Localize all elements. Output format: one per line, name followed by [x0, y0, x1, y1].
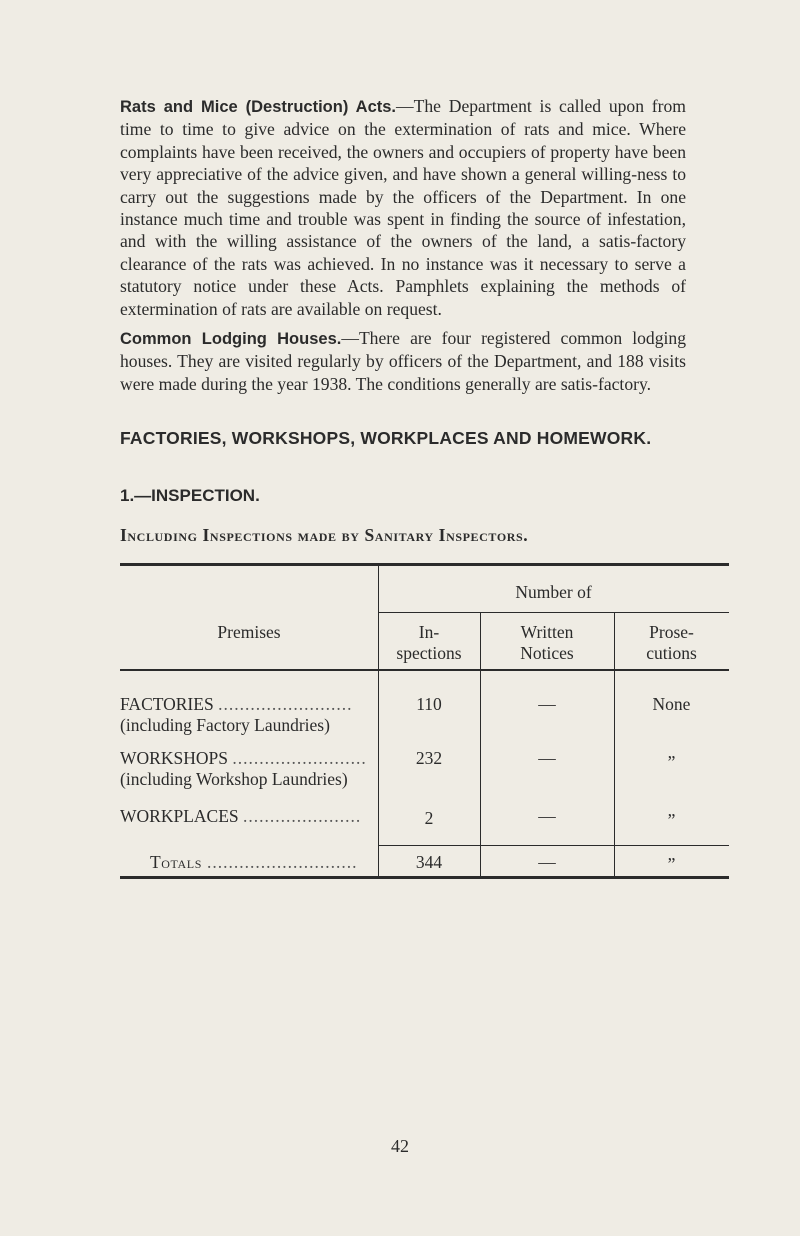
table-row-factories-label — [120, 694, 375, 736]
factories-notices: — — [538, 694, 556, 714]
dot-leader: ......................... — [232, 748, 367, 768]
workplaces-label: WORKPLACES — [120, 806, 239, 826]
subheader-rule — [378, 612, 729, 613]
totals-notices: — — [538, 852, 556, 872]
notices-header-line2: Notices — [520, 643, 574, 663]
page-number: 42 — [391, 1136, 409, 1156]
prosecutions-header-line2: cutions — [646, 643, 697, 663]
totals-rule — [378, 845, 729, 846]
totals-label: Totals — [150, 852, 202, 872]
factories-label: FACTORIES — [120, 694, 214, 714]
workplaces-notices: — — [538, 806, 556, 826]
factories-inspections: 110 — [416, 694, 442, 714]
table-row-workplaces-label — [120, 806, 375, 827]
inspection-caption: Including Inspections made by Sanitary Inspectors. — [120, 525, 529, 545]
dot-leader: ......................... — [218, 694, 353, 714]
lodging-houses-paragraph — [120, 327, 686, 395]
workshops-label: WORKSHOPS — [120, 748, 228, 768]
totals-label-cell — [150, 852, 375, 873]
inspections-header-line2: spections — [396, 643, 462, 663]
rats-mice-body: —The Department is called upon from time to time to give advice on the extermination of rats and mice. Where complaints have been received, the owners and occupiers of property have been very appreciative of the advice given, and have shown a general willing-ness to carry out the suggestions made by the officers of the Department. In one instance much time and trouble was spent in finding the source of infestation, and with the willing assistance of the owners of the land, a satis-factory clearance of the rats was achieved. In no instance was it necessary to serve a statutory notice under these Acts. Pamphlets explaining the methods of extermination of rats are available on request. — [120, 96, 686, 319]
factories-section-heading: FACTORIES, WORKSHOPS, WORKPLACES AND HOMEWORK. — [120, 428, 652, 448]
notices-header — [480, 622, 614, 664]
factories-sublabel: (including Factory Laundries) — [120, 715, 330, 735]
inspections-header-line1: In- — [418, 622, 440, 642]
lodging-houses-heading: Common Lodging Houses. — [120, 330, 342, 348]
prosecutions-header-line1: Prose- — [649, 622, 694, 642]
totals-prosecutions: ” — [667, 854, 676, 874]
factories-prosecutions: None — [652, 694, 691, 714]
totals-inspections: 344 — [415, 852, 443, 872]
dot-leader: ............................ — [206, 852, 358, 872]
header-bottom-rule — [120, 669, 729, 671]
number-of-header: Number of — [515, 582, 592, 602]
workshops-sublabel: (including Workshop Laundries) — [120, 769, 348, 789]
workshops-notices: — — [538, 748, 556, 768]
rats-mice-paragraph — [120, 95, 686, 320]
workplaces-inspections: 2 — [424, 808, 434, 828]
workplaces-prosecutions: ” — [667, 810, 676, 830]
table-top-rule — [120, 563, 729, 566]
workshops-inspections: 232 — [415, 748, 443, 768]
column-divider-1 — [378, 566, 379, 876]
prosecutions-header — [614, 622, 729, 664]
table-row-workshops-label — [120, 748, 375, 790]
rats-mice-heading: Rats and Mice (Destruction) Acts. — [120, 98, 397, 116]
lodging-houses-body: —There are four registered common lodging houses. They are visited regularly by officers of the Department, and 188 visits were made during the year 1938. The conditions generally are satis-factory. — [120, 328, 686, 394]
workshops-prosecutions: ” — [667, 752, 676, 772]
notices-header-line1: Written — [520, 622, 574, 642]
inspection-subheading: 1.—INSPECTION. — [120, 486, 260, 505]
dot-leader: ...................... — [243, 806, 362, 826]
table-bottom-rule — [120, 876, 729, 879]
inspections-header — [378, 622, 480, 664]
premises-header: Premises — [217, 622, 281, 642]
